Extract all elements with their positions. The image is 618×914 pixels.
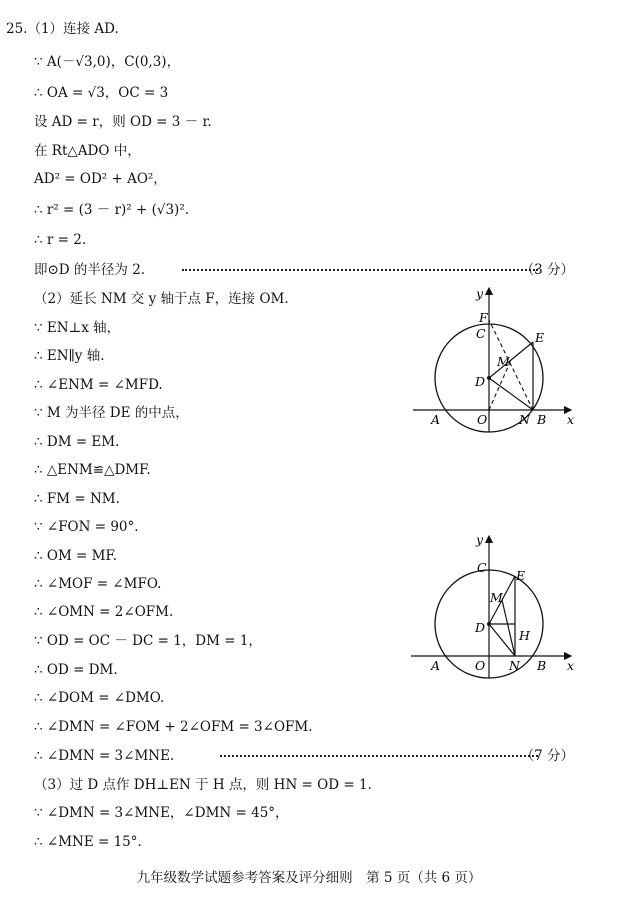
solution-line: ∴ FM = NM. <box>34 491 120 507</box>
label-c: C <box>476 326 486 341</box>
solution-line: ∴ ∠ENM = ∠MFD. <box>34 377 163 393</box>
solution-line: ∴ ∠OMN = 2∠OFM. <box>34 604 174 620</box>
solution-line: ∴ △ENM≌△DMF. <box>34 462 151 478</box>
score-badge: （3 分） <box>520 262 574 278</box>
solution-line: ∵ OD = OC － DC = 1，DM = 1， <box>34 633 262 649</box>
score-line <box>34 258 574 282</box>
point-d <box>487 622 491 626</box>
score-badge: （7 分） <box>520 748 574 764</box>
solution-line: 25.（1）连接 AD. <box>6 21 119 37</box>
solution-line: ∵ EN⊥x 轴， <box>34 320 121 336</box>
solution-line: 设 AD = r，则 OD = 3 － r. <box>34 114 212 130</box>
solution-line: （3）过 D 点作 DH⊥EN 于 H 点，则 HN = OD = 1. <box>34 777 372 793</box>
geometry-figure-2 <box>405 528 585 680</box>
label-c: C <box>477 560 487 575</box>
solution-line: ∵ A(－√3,0)，C(0,3)， <box>34 54 181 70</box>
solution-line: ∴ ∠DOM = ∠DMO. <box>34 690 165 706</box>
label-e: E <box>535 330 545 345</box>
geometry-figure-1 <box>405 282 585 434</box>
solution-line: ∵ ∠DMN = 3∠MNE，∠DMN = 45°， <box>34 805 289 821</box>
leader-dots <box>182 269 538 271</box>
label-o: O <box>477 412 488 427</box>
leader-dots <box>220 755 538 757</box>
label-x: x <box>567 658 575 673</box>
solution-line: ∴ ∠DMN = ∠FOM + 2∠OFM = 3∠OFM. <box>34 719 313 735</box>
label-f: F <box>479 310 488 325</box>
point-d <box>487 376 491 380</box>
label-d: D <box>475 374 486 389</box>
label-b: B <box>537 412 547 427</box>
segment-nf-dashed <box>489 320 533 410</box>
label-h: H <box>519 628 530 643</box>
solution-line: ∵ ∠FON = 90°. <box>34 519 139 535</box>
label-m: M <box>490 590 503 605</box>
score-line <box>34 744 574 768</box>
label-m: M <box>497 354 510 369</box>
label-e: E <box>516 568 526 583</box>
solution-line: ∴ ∠MNE = 15°. <box>34 834 142 850</box>
solution-line: （2）延长 NM 交 y 轴于点 F，连接 OM. <box>34 291 289 307</box>
solution-line: ∴ EN∥y 轴. <box>34 348 105 364</box>
solution-line: ∴ OD = DM. <box>34 662 118 678</box>
label-a: A <box>431 658 441 673</box>
label-a: A <box>431 412 441 427</box>
label-x: x <box>567 412 575 427</box>
solution-line: ∴ r² = (3 － r)² + (√3)². <box>34 202 190 218</box>
solution-line: 即⊙D 的半径为 2. <box>34 262 146 278</box>
solution-line: ∴ OA = √3，OC = 3 <box>34 85 169 101</box>
solution-line: AD² = OD² + AO²， <box>34 171 167 187</box>
solution-line: ∴ DM = EM. <box>34 434 120 450</box>
label-d: D <box>475 620 486 635</box>
solution-line: ∴ ∠MOF = ∠MFO. <box>34 576 162 592</box>
label-o: O <box>475 658 486 673</box>
solution-line: ∴ ∠DMN = 3∠MNE. <box>34 748 175 764</box>
solution-line: ∴ r = 2. <box>34 232 87 248</box>
page-footer: 九年级数学试题参考答案及评分细则 第 5 页（共 6 页） <box>136 870 482 886</box>
solution-line: ∵ M 为半径 DE 的中点， <box>34 405 189 421</box>
solution-line: 在 Rt△ADO 中， <box>34 143 141 159</box>
label-b: B <box>537 658 547 673</box>
label-y: y <box>476 532 484 547</box>
label-y: y <box>476 286 484 301</box>
label-n: N <box>519 412 530 427</box>
label-n: N <box>509 658 520 673</box>
solution-line: ∴ OM = MF. <box>34 548 118 564</box>
